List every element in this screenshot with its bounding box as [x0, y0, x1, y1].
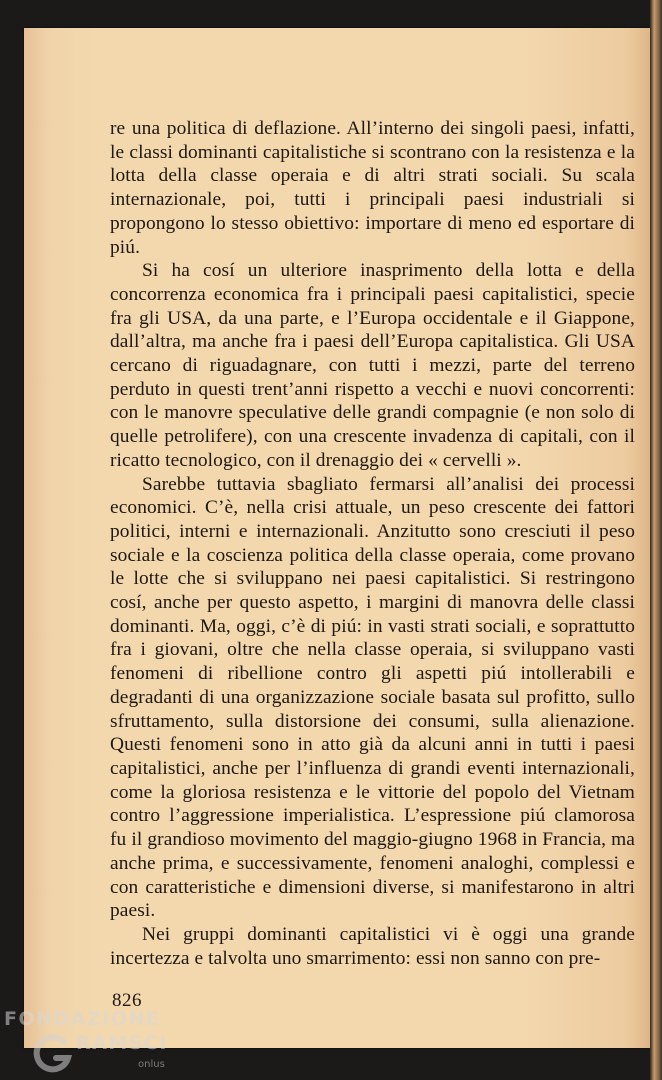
- page-number: 826: [112, 990, 142, 1011]
- fondazione-gramsci-watermark: [4, 1008, 204, 1078]
- watermark-line-3: onlus: [138, 1059, 165, 1070]
- paragraph-2: Si ha cosí un ulteriore inasprimento della lotta e della concorrenza economica fra i principali paesi capitalistici, specie fra gli USA, da una parte, e l’Europa occidentale e il Giappone, dall’altra, ma anche fra i paesi dell’Europa capitalistica. Gli USA cercano di riguadagnare, con tutti i mezzi, parte del terreno perduto in questi trent’anni rispetto a vecchi e nuovi concorrenti: con le manovre speculative delle grandi compagnie (e non solo di quelle petrolifere), con una crescente invadenza di capitali, con il ricatto tecnologico, con il drenaggio dei « cervelli ».: [110, 260, 635, 471]
- paragraph-4: Nei gruppi dominanti capitalistici vi è oggi una grande incertezza e talvolta uno smarrimento: essi non sanno con pre-: [110, 923, 635, 969]
- watermark-line-2: RAMSCI: [76, 1032, 168, 1054]
- paragraph-3: Sarebbe tuttavia sbagliato fermarsi all’analisi dei processi economici. C’è, nella crisi attuale, un peso crescente dei fattori politici, interni e internazionali. Anzitutto sono cresciuti il peso sociale e la coscienza politica della classe operaia, come provano le lotte che si sviluppano nei paesi capitalistici. Si restringono cosí, anche per questo aspetto, i margini di manovra delle classi dominanti. Ma, oggi, c’è di piú: in vasti strati sociali, e soprattutto fra i giovani, oltre che nella classe operaia, si sviluppano vasti fenomeni di ribellione contro gli aspetti piú intollerabili e degradanti di una organizzazione sociale basata sul profitto, sullo sfruttamento, sulla distorsione dei consumi, sulla alienazione. Questi fenomeni sono in atto già da alcuni anni in tutti i paesi capitalistici, anche per l’influenza di grandi eventi internazionali, come la gloriosa resistenza e le vittorie del popolo del Vietnam contro l’aggressione imperialistica. L’espressione piú clamorosa fu il grandioso movimento del maggio-giugno 1968 in Francia, ma anche prima, e successivamente, fenomeni analoghi, complessi e con caratteristiche e dimensioni diverse, si manifestarono in altri paesi.: [110, 473, 635, 922]
- watermark-line-1: FONDAZIONE: [4, 1008, 161, 1030]
- gramsci-g-logo-icon: [30, 1030, 78, 1078]
- body-text: [110, 117, 635, 970]
- page-edge-shadow: [650, 0, 662, 1080]
- paragraph-1: re una politica di deflazione. All’interno dei singoli paesi, infatti, le classi dominanti capitalistiche si scontrano con la resistenza e la lotta della classe operaia e di altri strati sociali. Su scala internazionale, poi, tutti i principali paesi industriali si propongono lo stesso obiettivo: importare di meno ed esportare di piú.: [110, 118, 635, 258]
